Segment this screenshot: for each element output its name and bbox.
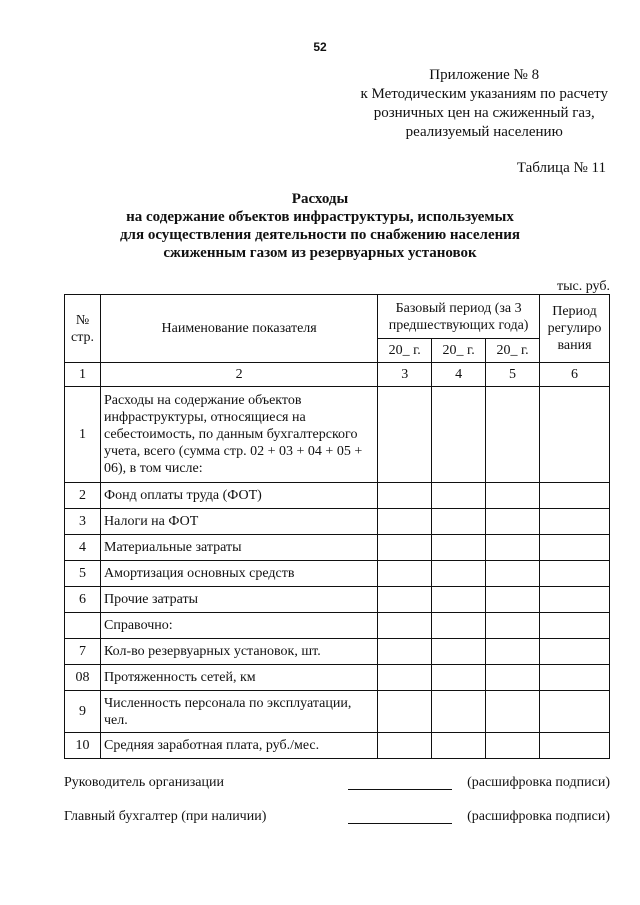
value-cell (378, 691, 432, 733)
value-cell (432, 587, 486, 613)
table-row (65, 561, 610, 587)
table-row (65, 639, 610, 665)
title-line: для осуществления деятельности по снабжению населения (119, 227, 521, 243)
column-number: 5 (486, 363, 540, 387)
value-cell (432, 483, 486, 509)
header-year-2: 20_ г. (432, 339, 486, 363)
value-cell (540, 561, 610, 587)
row-name: Кол-во резервуарных установок, шт. (101, 639, 378, 665)
row-name: Справочно: (101, 613, 378, 639)
row-number: 1 (65, 387, 101, 483)
value-cell (378, 483, 432, 509)
header-row-number: № стр. (65, 295, 101, 363)
row-name: Протяженность сетей, км (101, 665, 378, 691)
value-cell (540, 483, 610, 509)
column-number: 4 (432, 363, 486, 387)
table-row (65, 483, 610, 509)
table-row (65, 587, 610, 613)
column-number: 1 (65, 363, 101, 387)
header-indicator-name: Наименование показателя (101, 295, 378, 363)
value-cell (378, 509, 432, 535)
value-cell (432, 639, 486, 665)
row-name: Фонд оплаты труда (ФОТ) (101, 483, 378, 509)
value-cell (378, 387, 432, 483)
value-cell (540, 733, 610, 759)
value-cell (378, 665, 432, 691)
table-row (65, 665, 610, 691)
signature-decode: (расшифровка подписи) (467, 809, 610, 824)
header-year-3: 20_ г. (486, 339, 540, 363)
table-row (65, 691, 610, 733)
value-cell (540, 535, 610, 561)
table-row (65, 509, 610, 535)
row-number: 6 (65, 587, 101, 613)
value-cell (486, 639, 540, 665)
value-cell (432, 691, 486, 733)
row-number: 08 (65, 665, 101, 691)
row-number: 3 (65, 509, 101, 535)
value-cell (540, 509, 610, 535)
appendix-line: Приложение № 8 (429, 67, 540, 83)
signature-label: Руководитель организации (64, 775, 224, 790)
table-row (65, 613, 610, 639)
row-number: 9 (65, 691, 101, 733)
row-number: 4 (65, 535, 101, 561)
row-number: 2 (65, 483, 101, 509)
table-number: Таблица № 11 (516, 160, 606, 176)
row-name: Прочие затраты (101, 587, 378, 613)
row-name: Амортизация основных средств (101, 561, 378, 587)
value-cell (540, 587, 610, 613)
header-base-period: Базовый период (за 3 предшествующих года) (378, 295, 540, 339)
signature-line (348, 789, 452, 790)
row-name: Средняя заработная плата, руб./мес. (101, 733, 378, 759)
signature-label: Главный бухгалтер (при наличии) (64, 809, 267, 824)
value-cell (486, 509, 540, 535)
value-cell (486, 587, 540, 613)
value-cell (378, 587, 432, 613)
column-number: 2 (101, 363, 378, 387)
value-cell (486, 483, 540, 509)
value-cell (378, 733, 432, 759)
signature-line (348, 823, 452, 824)
title-line: на содержание объектов инфраструктуры, используемых (126, 209, 514, 225)
appendix-note (360, 66, 608, 142)
row-name: Численность персонала по эксплуатации, чел. (101, 691, 378, 733)
value-cell (486, 561, 540, 587)
value-cell (540, 387, 610, 483)
units-label: тыс. руб. (557, 279, 610, 294)
table-row (65, 535, 610, 561)
header-year-1: 20_ г. (378, 339, 432, 363)
expenses-table (64, 294, 610, 759)
value-cell (486, 535, 540, 561)
signature-decode: (расшифровка подписи) (467, 775, 610, 790)
value-cell (378, 639, 432, 665)
value-cell (540, 665, 610, 691)
value-cell (378, 561, 432, 587)
column-number: 3 (378, 363, 432, 387)
value-cell (432, 561, 486, 587)
value-cell (540, 613, 610, 639)
value-cell (432, 665, 486, 691)
value-cell (540, 639, 610, 665)
value-cell (486, 733, 540, 759)
row-name: Расходы на содержание объектов инфраструктуры, относящиеся на себестоимость, по данным бухгалтерского учета, всего (сумма стр. 02 + 03 + 04 + 05 + 06), в том числе: (101, 387, 378, 483)
row-number: 7 (65, 639, 101, 665)
row-name: Налоги на ФОТ (101, 509, 378, 535)
value-cell (486, 387, 540, 483)
row-number: 5 (65, 561, 101, 587)
row-name: Материальные затраты (101, 535, 378, 561)
appendix-line: к Методическим указаниям по расчету (360, 86, 608, 102)
appendix-line: розничных цен на сжиженный газ, (373, 105, 595, 121)
row-number: 10 (65, 733, 101, 759)
value-cell (486, 691, 540, 733)
page-number: 52 (313, 40, 327, 54)
table-row (65, 733, 610, 759)
appendix-line: реализуемый населению (405, 124, 563, 140)
value-cell (378, 535, 432, 561)
table-row (65, 387, 610, 483)
value-cell (540, 691, 610, 733)
column-number: 6 (540, 363, 610, 387)
row-number (65, 613, 101, 639)
value-cell (432, 509, 486, 535)
value-cell (432, 613, 486, 639)
value-cell (432, 535, 486, 561)
value-cell (432, 387, 486, 483)
value-cell (432, 733, 486, 759)
value-cell (378, 613, 432, 639)
header-regulation-period: Период регулиро вания (540, 295, 610, 363)
value-cell (486, 665, 540, 691)
value-cell (486, 613, 540, 639)
document-title (100, 190, 540, 262)
title-line: сжиженным газом из резервуарных установок (163, 245, 477, 261)
title-line: Расходы (291, 191, 349, 207)
